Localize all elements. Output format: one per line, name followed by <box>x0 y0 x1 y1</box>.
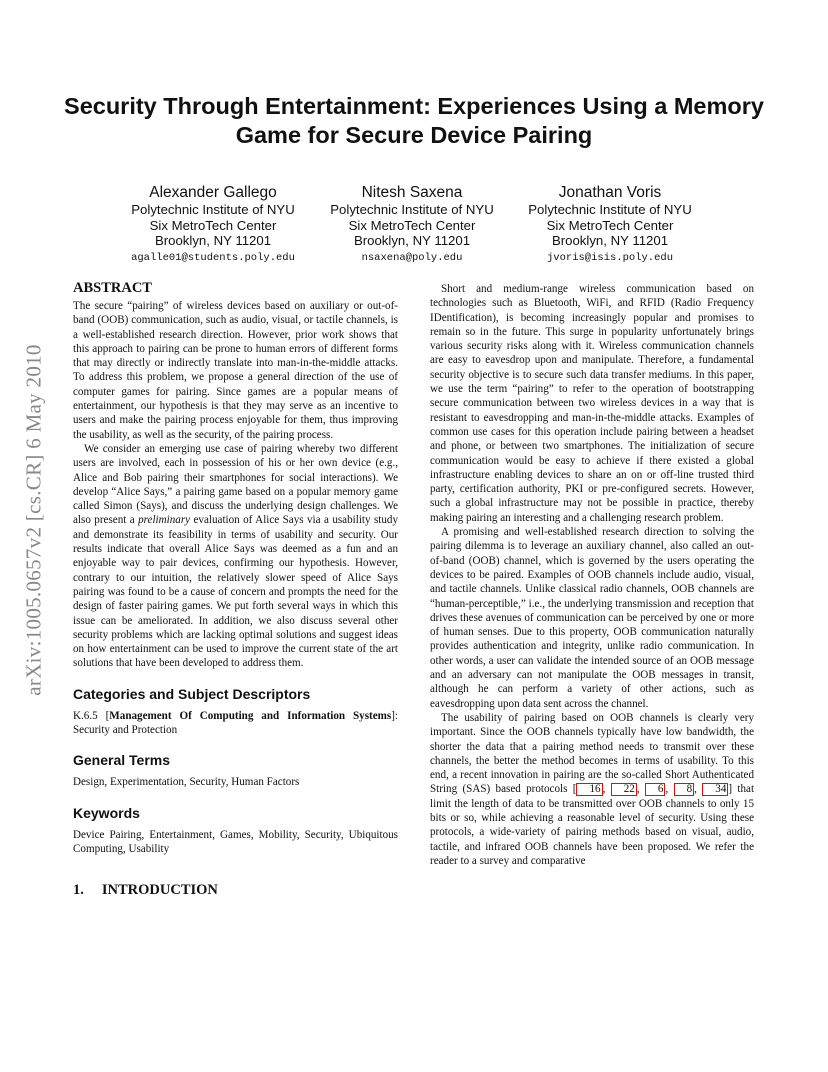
author-3 <box>510 184 710 266</box>
general-terms-text: Design, Experimentation, Security, Human Factors <box>73 776 300 789</box>
author-email: jvoris@isis.poly.edu <box>546 251 674 264</box>
author-email: agalle01@students.poly.edu <box>131 251 295 264</box>
author-1 <box>113 184 313 266</box>
abstract-paragraph-1: The secure “pairing” of wireless devices based on auxiliary or out-of-band (OOB) communication, such as audio, visual, or tactile channels, is a well-established research direction. However, prior work shows that this approach to pairing can be prone to human errors of different forms that may directly or indirectly translate into man-in-the-middle attacks. To address this problem, we propose a general direction of the use of computer games for pairing. Since games are a popular means of entertainment, our hypothesis is that they may serve as an incentive to users and make the pairing process enjoyable for them, thus improving the usability, as well as the security, of the pairing process. <box>73 300 398 441</box>
arxiv-identifier: arXiv:1005.0657v2 [cs.CR] 6 May 2010 <box>21 344 46 696</box>
author-city: Brooklyn, NY 11201 <box>551 233 669 248</box>
author-city: Brooklyn, NY 11201 <box>154 233 272 248</box>
author-city: Brooklyn, NY 11201 <box>353 233 471 248</box>
abstract-text: evaluation of Alice Says via a usability study and demonstrate its feasibility in terms of usability and security. Our results indicate that overall Alice Says was deemed as a fun and an enjoyable way to pair devices, confirming our hypothesis. However, contrary to our intuition, the relatively slower speed of Alice Says pairing was found to be a cause of concern and prompts the need for the design of faster pairing games. We put forth several ways in which this issue can be ameliorated. In addition, we also discuss several other security problems which are lacking optimal solutions and suggest ideas on how entertainment can be used to improve the current state of the art solutions that have been developed to address them. <box>73 514 398 670</box>
author-email: nsaxena@poly.edu <box>361 251 463 264</box>
categories-heading: Categories and Subject Descriptors <box>73 685 311 702</box>
author-affiliation: Polytechnic Institute of NYU <box>330 202 494 217</box>
section-number: 1. <box>73 882 84 899</box>
intro-paragraph-1: Short and medium-range wireless communication based on technologies such as Bluetooth, WiFi, and RFID (Radio Frequency IDentification), is becoming increasingly popular and promises to remain so in the future. This surge in popularity unfortunately brings various security risks along with it. Wireless communication channels are easy to eavesdrop upon and manipulate. Therefore, a fundamental security objective is to secure such data transfer mediums. In this paper, we use the term “pairing” to refer to the operation of bootstrapping secure communication between two wireless devices in a way that is resistant to eavesdropping and man-in-the-middle attacks. Examples of common use cases for this operation include pairing between a headset and phone, or between two smartphones. The initialization of secure communication would be easy to achieve if there existed a global infrastructure enabling devices to share an on or off-line trusted third party, certification authority, PKI or pre-configured secrets. However, such a global infrastructure may not be possible in practice, thereby making pairing an interesting and a challenging research problem. <box>430 283 754 524</box>
category-subject: ]: Security and Protection <box>73 709 398 737</box>
categories-text <box>73 709 398 738</box>
category-name: Management Of Computing and Information Systems <box>109 709 392 722</box>
citation-link[interactable]: 16 <box>576 783 602 796</box>
general-terms-heading: General Terms <box>73 752 171 769</box>
abstract-text: We consider an emerging use case of pairing whereby two different users are involved, each in possession of his or her own device (e.g., Alice and Bob pairing their smartphones for social interactions). We develop “Alice Says,” a pairing game based on a popular memory game called Simon (Says), and discuss the underlying design challenges. We also present a <box>73 442 398 527</box>
intro-paragraph-3: The usability of pairing based on OOB channels is clearly very important. Since the OOB channels typically have low bandwidth, the shorter the data that a pairing method needs to transmit over these channels, the better the method becomes in terms of usability. To this end, a recent innovation in pairing are the so-called Short Authenticated String (SAS) based protocols [ 16 , 22 , 6 , 8 , 34 ] that limit the length of data to be transmitted over OOB channels to only 15 bits or so, while achieving a reasonable level of security. Using these protocols, a wide-variety of pairing methods based on visual, audio, tactile, and infrared OOB channels have been proposed. We refer the reader to a survey and comparative <box>430 711 755 867</box>
author-address: Six MetroTech Center <box>546 217 674 233</box>
author-name: Nitesh Saxena <box>361 184 463 201</box>
author-2 <box>312 184 512 266</box>
author-address: Six MetroTech Center <box>149 217 277 233</box>
paper-title: Security Through Entertainment: Experiences Using a Memory Game for Secure Device Pairing <box>64 93 764 148</box>
author-address: Six MetroTech Center <box>348 217 476 233</box>
intro-paragraph-2: A promising and well-established research direction to solving the pairing dilemma is to leverage an auxiliary channel, also called an out-of-band (OOB) channel, which is governed by the users operating the devices to be paired. Examples of OOB channels include audio, visual, and tactile channels. Unlike classical radio channels, OOB channels are “human-perceptible,” i.e., the underlying transmission and reception that drives these avenues of communication can be perceived by one or more of human senses. Due to this property, OOB communication naturally provides authentication and integrity, unlike radio communication. In other words, a user can validate the intended source of an OOB message and an adversary can not manipulate the OOB messages in transit, although he can perform a variety of other actions, such as eavesdropping upon data sent across the channel. <box>430 526 754 710</box>
section-title: INTRODUCTION <box>101 882 218 899</box>
abstract-heading: ABSTRACT <box>73 280 152 296</box>
left-column <box>73 280 398 898</box>
arxiv-sidebar-stamp <box>22 290 46 750</box>
author-affiliation: Polytechnic Institute of NYU <box>131 202 295 217</box>
abstract-paragraph-2 <box>73 442 398 671</box>
category-code: K.6.5 [ <box>73 709 110 722</box>
citation-link[interactable]: 34 <box>702 783 728 796</box>
introduction-heading <box>73 882 398 898</box>
keywords-text: Device Pairing, Entertainment, Games, Mobility, Security, Ubiquitous Computing, Usability <box>73 828 398 855</box>
author-name: Jonathan Voris <box>558 184 662 201</box>
citation-link[interactable]: 22 <box>611 783 637 796</box>
citation-link[interactable]: 8 <box>674 783 695 796</box>
intro-text: that limit the length of data to be transmitted over OOB channels to only 15 bits or so, while achieving a reasonable level of security. Using these protocols, a wide-variety of pairing methods based on visual, audio, tactile, and infrared OOB channels have been proposed. We refer the reader to a survey and comparative <box>430 783 755 867</box>
citation-link[interactable]: 6 <box>645 783 666 796</box>
abstract-emphasis: preliminary <box>138 514 191 527</box>
author-name: Alexander Gallego <box>149 184 277 201</box>
keywords-heading: Keywords <box>73 804 140 821</box>
right-column <box>430 282 754 868</box>
intro-text: The usability of pairing based on OOB channels is clearly very important. Since the OOB channels typically have low bandwidth, the shorter the data that a pairing method needs to transmit over these channels, the better the method becomes in terms of usability. To this end, a recent innovation in pairing are the so-called Short Authenticated String (SAS) based protocols <box>430 711 754 796</box>
author-affiliation: Polytechnic Institute of NYU <box>528 202 692 217</box>
